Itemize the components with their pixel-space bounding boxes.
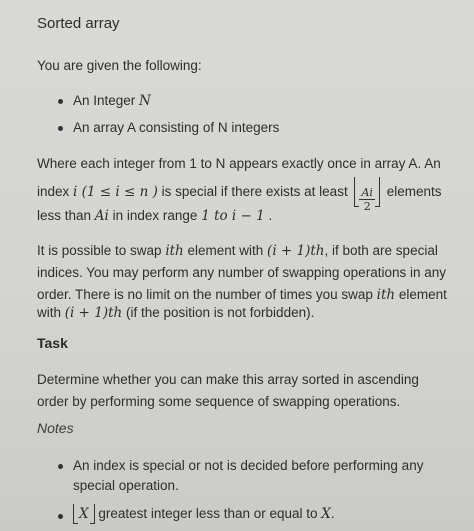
page-title: Sorted array bbox=[37, 15, 120, 32]
para2-line1: It is possible to swap ith element with (i + 1)th, if both are special bbox=[37, 243, 438, 259]
note-item-2: X greatest integer less than or equal to X. bbox=[58, 504, 335, 524]
intro-text: You are given the following: bbox=[37, 58, 202, 73]
floor-denominator: 2 bbox=[363, 200, 371, 214]
para1-line3: less than Ai in index range 1 to i − 1 . bbox=[37, 208, 273, 224]
task-line1: Determine whether you can make this array sorted in ascending bbox=[37, 372, 419, 387]
bullet-icon bbox=[58, 464, 63, 469]
floor-fraction bbox=[354, 177, 379, 214]
notes-heading: Notes bbox=[37, 420, 74, 436]
bullet-icon bbox=[58, 126, 63, 131]
bullet-icon bbox=[58, 514, 63, 519]
floor-numerator: Ai bbox=[361, 186, 373, 200]
para2-line4: with (i + 1)th (if the position is not forbidden). bbox=[37, 305, 315, 321]
para2-line2: indices. You may perform any number of swapping operations in any bbox=[37, 265, 446, 280]
floor-x: X bbox=[73, 504, 95, 524]
note-item-1: An index is special or not is decided before performing any bbox=[58, 456, 423, 476]
given-item-1: An Integer N bbox=[58, 91, 151, 111]
para1-line2: index i (1 ≤ i ≤ n ) is special if there exists at least $\frac{Ai}{2}$ elements bbox=[37, 177, 441, 207]
note-item-1-cont: special operation. bbox=[73, 478, 179, 493]
para2-line3: order. There is no limit on the number of times you swap ith element bbox=[37, 287, 447, 303]
task-heading: Task bbox=[37, 335, 68, 351]
bullet-icon bbox=[58, 99, 63, 104]
para1-line1: Where each integer from 1 to N appears exactly once in array A. An bbox=[37, 156, 441, 171]
given-item-2: An array A consisting of N integers bbox=[58, 118, 279, 138]
task-line2: order by performing some sequence of swapping operations. bbox=[37, 394, 401, 409]
